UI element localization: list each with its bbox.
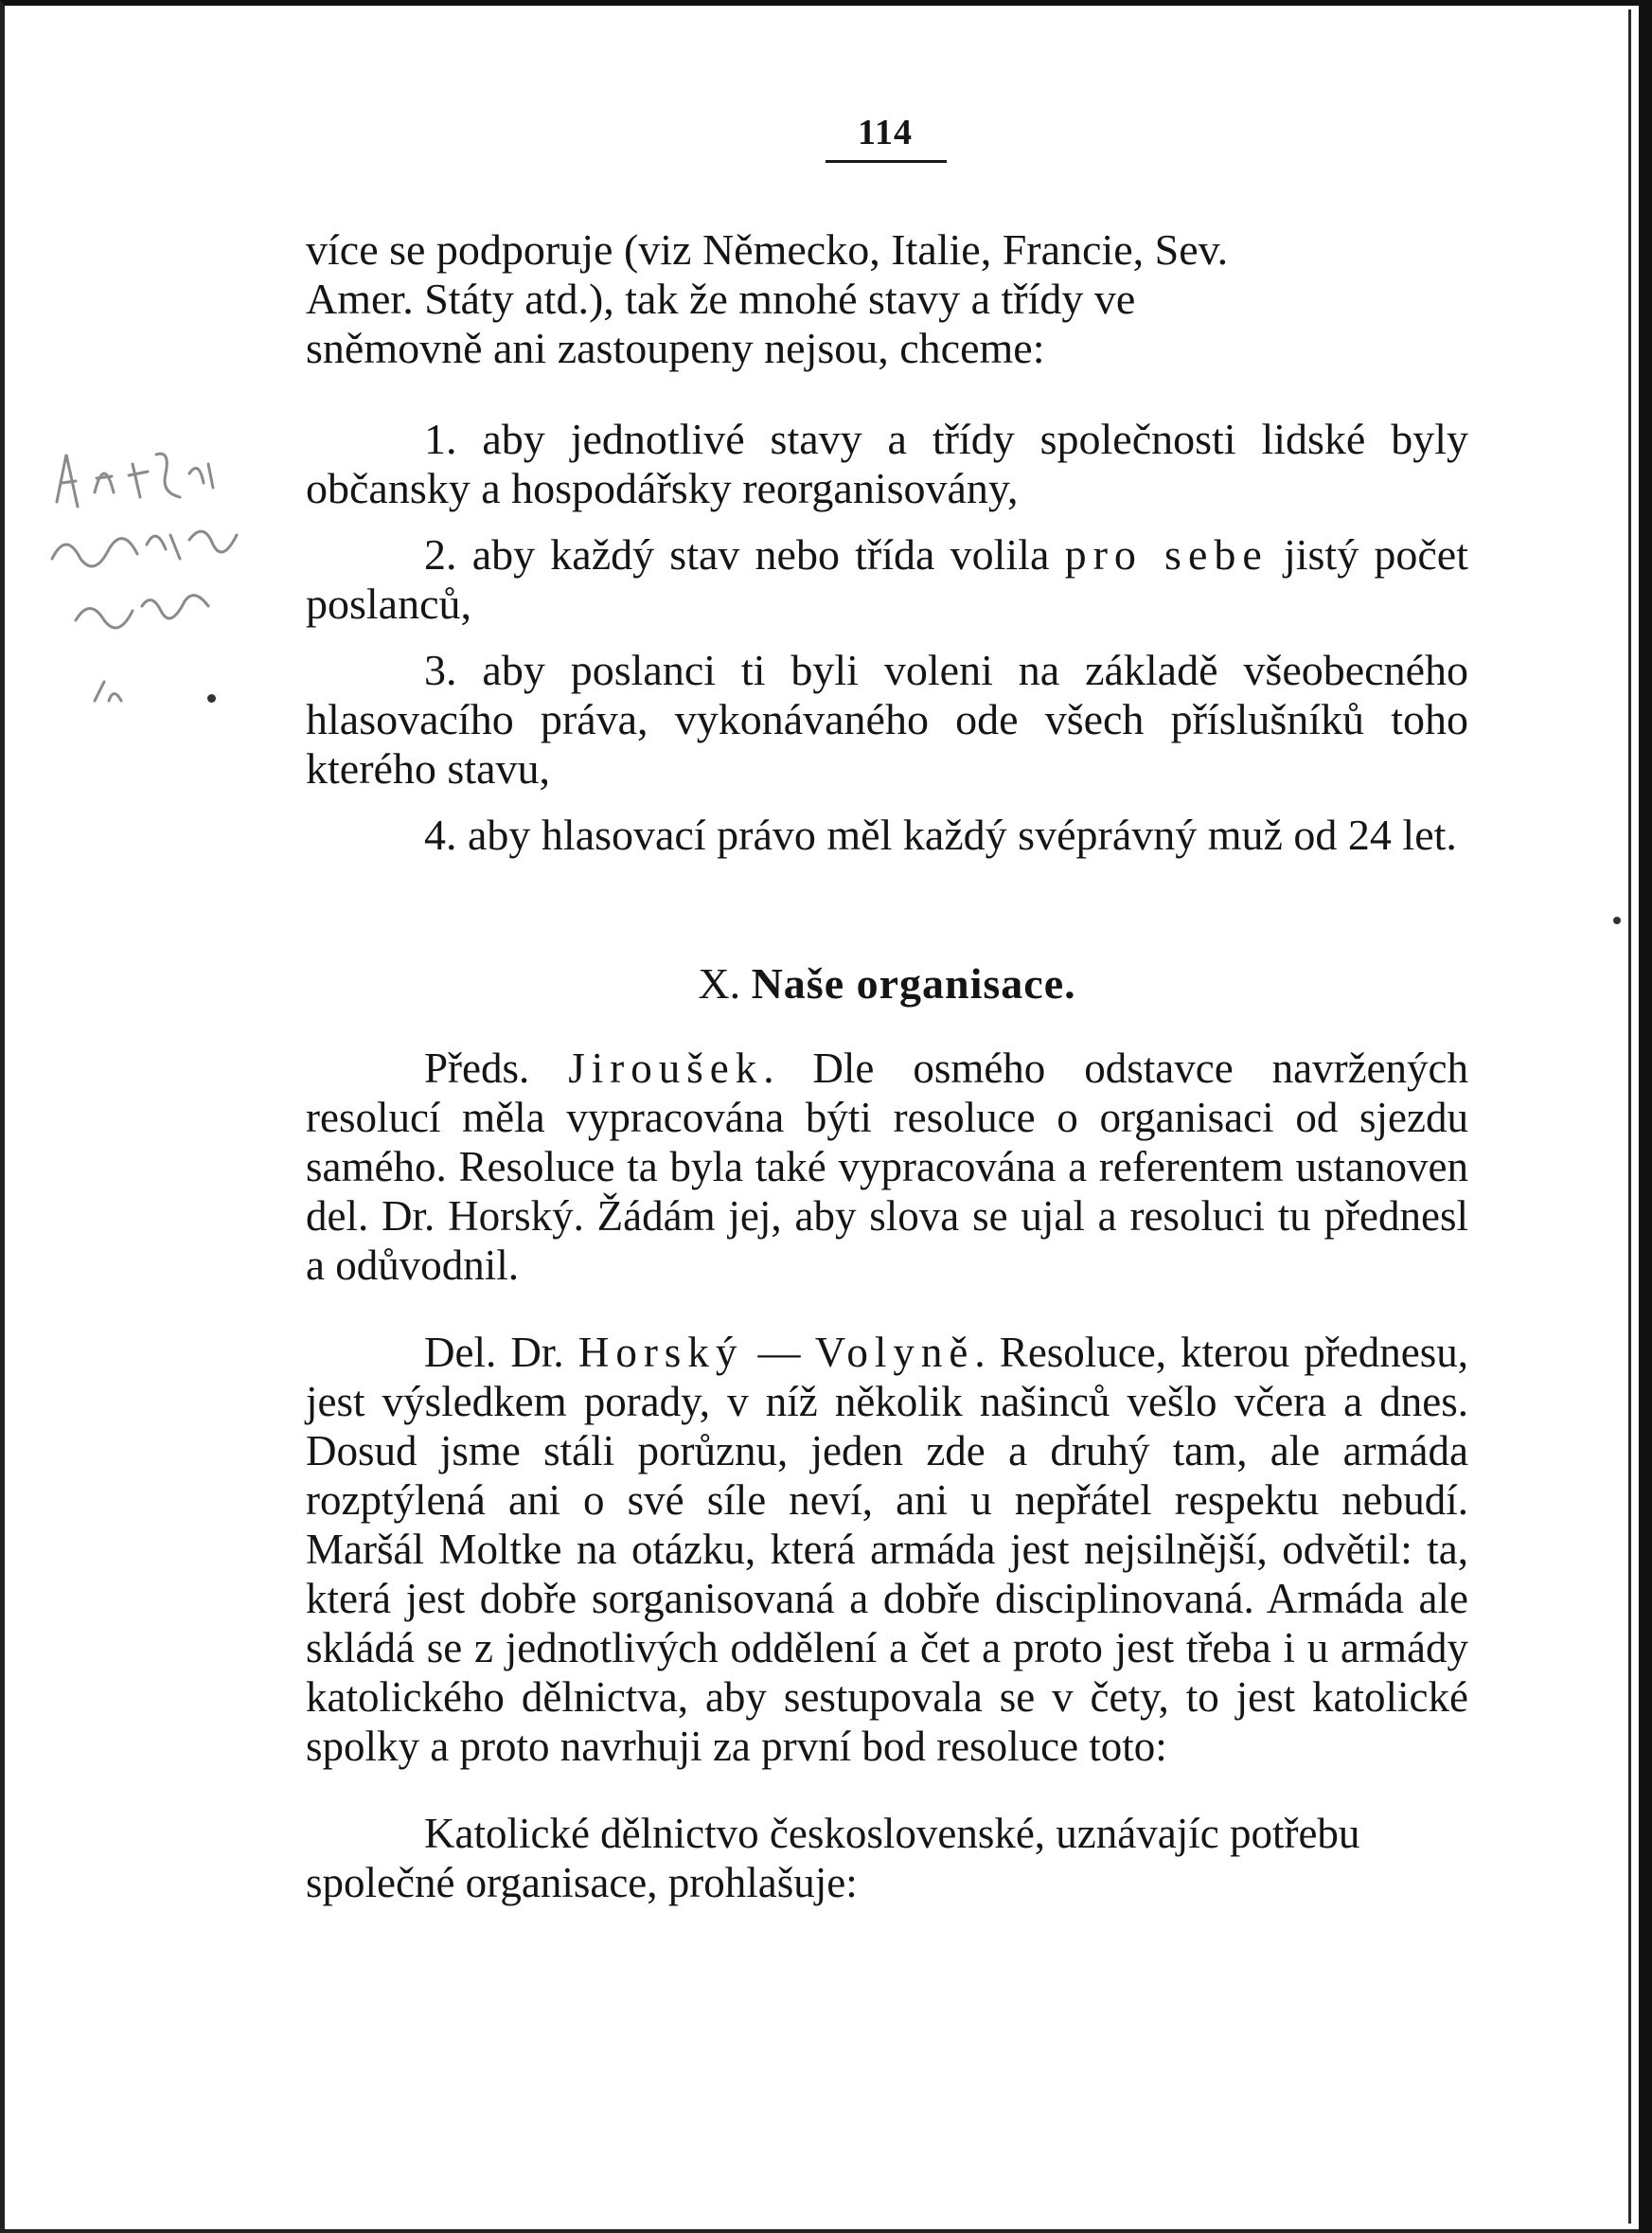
demand-number: 1.	[424, 415, 457, 463]
intro-line-text: Amer. Státy atd.), tak že mnohé stavy a třídy ve	[306, 275, 1136, 323]
demands-list	[306, 398, 1468, 860]
ink-speck	[207, 694, 216, 703]
demand-item	[306, 530, 1468, 629]
speech-paragraph	[306, 1328, 1468, 1771]
section-title: Naše organisace.	[751, 959, 1076, 1008]
proceedings	[306, 1044, 1468, 1907]
scan-edge-line	[1628, 9, 1631, 2224]
intro-paragraph	[306, 225, 1468, 373]
demand-item	[306, 811, 1468, 860]
demand-text: aby každý stav nebo třída volila	[471, 530, 1065, 579]
intro-line	[306, 225, 1468, 275]
demand-number: 2.	[424, 530, 457, 579]
intro-line-text: sněmovně ani zastoupeny nejsou, chceme:	[306, 324, 1045, 372]
section-number: X.	[698, 959, 741, 1008]
section-heading	[306, 958, 1468, 1009]
demand-text: aby poslanci ti byli voleni na základě všeobecného hlasovacího práva, vykonávaného ode všech příslušníků toho kterého stavu,	[306, 646, 1468, 793]
intro-line	[306, 324, 1468, 373]
page-number-rule	[826, 160, 947, 163]
demand-number: 4.	[424, 811, 457, 859]
speaker-place: Volyně	[814, 1329, 975, 1376]
demand-number: 3.	[424, 646, 457, 694]
speaker-name: Horský	[577, 1329, 744, 1376]
margin-pencil-scribble	[38, 417, 275, 729]
intro-line	[306, 275, 1468, 324]
ink-speck	[1613, 917, 1621, 924]
resolution-paragraph	[306, 1809, 1468, 1907]
scan-edge-shadow	[1639, 0, 1652, 2233]
resolution-text: Katolické dělnictvo československé, uznávajíc potřebu společné organisace, prohlašuje:	[306, 1810, 1360, 1906]
speech-text: . Resoluce, kterou přednesu, jest výsledkem porady, v níž několik našinců vešlo včera a dnes. Dosud jsme stáli porůznu, jeden zde a druhý tam, ale armáda rozptýlená ani o své síle neví, ani u nepřátel respektu nebudí. Maršál Moltke na otázku, která armáda jest nejsilnější, odvětil: ta, která jest dobře sorganisovaná a dobře disciplinovaná. Armáda ale skládá se z jednotlivých oddělení a čet a proto jest třeba i u armády katolického dělnictva, aby sestupovala se v čety, to jest katolické spolky a proto navrhuji za první bod resoluce toto:	[306, 1329, 1469, 1770]
speaker-prefix: Předs.	[424, 1045, 569, 1092]
speaker-name: Jiroušek	[568, 1045, 764, 1092]
speech-paragraph	[306, 1044, 1468, 1290]
page-number: 114	[858, 113, 913, 152]
demand-text: jistý počet poslanců,	[306, 530, 1469, 628]
demand-text: aby hlasovací právo měl každý svéprávný muž od 24 let.	[468, 811, 1457, 859]
speech-text: . Dle osmého odstavce navržených resolucí měla vypracována býti resoluce o organisaci od sjezdu samého. Resoluce ta byla také vypracována a referentem ustanoven del. Dr. Horský. Žádám jej, aby slova se ujal a resoluci tu přednesl a odůvodnil.	[306, 1045, 1469, 1289]
intro-line-text: více se podporuje (viz Německo, Italie, Francie, Sev.	[306, 225, 1229, 274]
demand-item	[306, 646, 1468, 794]
demand-item	[306, 415, 1468, 513]
speaker-separator: —	[743, 1329, 815, 1376]
demand-emphasis: pro sebe	[1064, 530, 1269, 579]
demand-text: aby jednotlivé stavy a třídy společnosti lidské byly občansky a hospodářsky reorganisovány,	[306, 415, 1469, 512]
speaker-prefix: Del. Dr.	[424, 1329, 578, 1376]
